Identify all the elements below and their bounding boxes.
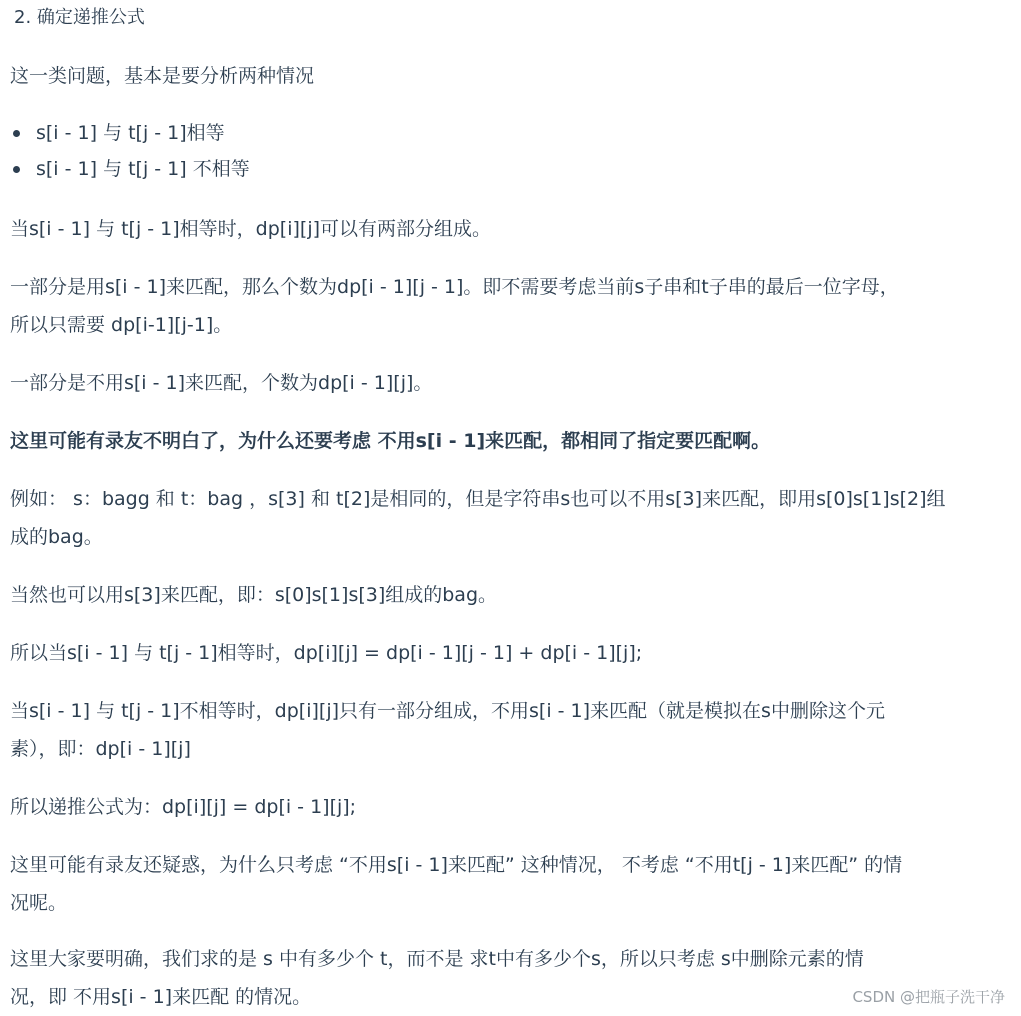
part2-paragraph: 一部分是不用s[i - 1]来匹配，个数为dp[i - 1][j]。 (10, 372, 433, 394)
part1-paragraph-line2: 所以只需要 dp[i-1][j-1]。 (10, 314, 233, 336)
bullet-icon (13, 166, 20, 173)
clarify-paragraph-line1: 这里大家要明确，我们求的是 s 中有多少个 t，而不是 求t中有多少个s，所以只考虑 s中删除元素的情 (10, 948, 864, 970)
csdn-watermark: CSDN @把瓶子洗干净 (852, 988, 1005, 1006)
example-paragraph-line2: 成的bag。 (10, 526, 103, 548)
bullet-icon (13, 130, 20, 137)
doubt-paragraph-line1: 这里可能有录友还疑惑，为什么只考虑 “不用s[i - 1]来匹配” 这种情况， 不考虑 “不用t[j - 1]来匹配” 的情 (10, 854, 903, 876)
clarify-paragraph-line2: 况，即 不用s[i - 1]来匹配 的情况。 (10, 986, 312, 1008)
list-item: s[i - 1] 与 t[j - 1]相等 (10, 115, 250, 151)
formula-equal-paragraph: 所以当s[i - 1] 与 t[j - 1]相等时，dp[i][j] = dp[i - 1][j - 1] + dp[i - 1][j]; (10, 642, 643, 664)
section-heading: 2. 确定递推公式 (14, 7, 145, 28)
part1-paragraph-line1: 一部分是用s[i - 1]来匹配，那么个数为dp[i - 1][j - 1]。即不需要考虑当前s子串和t子串的最后一位字母， (10, 276, 899, 298)
equal-case-paragraph: 当s[i - 1] 与 t[j - 1]相等时，dp[i][j]可以有两部分组成。 (10, 218, 492, 240)
case-list (10, 115, 250, 187)
not-equal-paragraph-line2: 素），即：dp[i - 1][j] (10, 738, 191, 760)
not-equal-paragraph-line1: 当s[i - 1] 与 t[j - 1]不相等时，dp[i][j]只有一部分组成，不用s[i - 1]来匹配（就是模拟在s中删除这个元 (10, 700, 885, 722)
example-paragraph-line1: 例如： s：bagg 和 t：bag ，s[3] 和 t[2]是相同的，但是字符串s也可以不用s[3]来匹配，即用s[0]s[1]s[2]组 (10, 488, 946, 510)
doubt-paragraph-line2: 况呢。 (10, 892, 68, 914)
alt-paragraph: 当然也可以用s[3]来匹配，即：s[0]s[1]s[3]组成的bag。 (10, 584, 498, 606)
question-paragraph: 这里可能有录友不明白了，为什么还要考虑 不用s[i - 1]来匹配，都相同了指定要匹配啊。 (10, 430, 771, 452)
formula-paragraph: 所以递推公式为：dp[i][j] = dp[i - 1][j]; (10, 796, 357, 818)
intro-paragraph: 这一类问题，基本是要分析两种情况 (10, 65, 315, 87)
list-item: s[i - 1] 与 t[j - 1] 不相等 (10, 151, 250, 187)
